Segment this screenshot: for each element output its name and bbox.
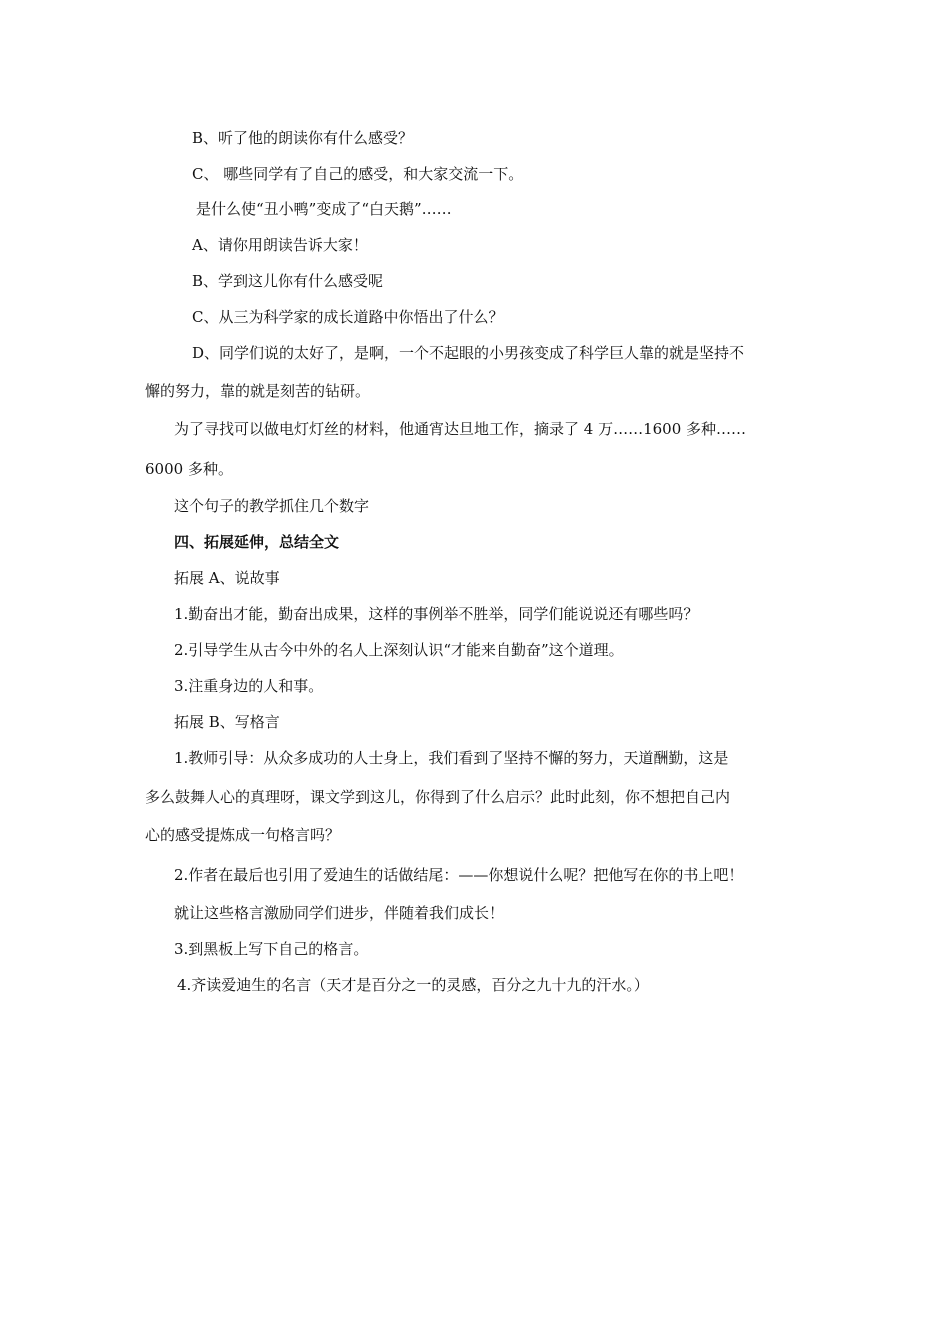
text-line: C、 哪些同学有了自己的感受，和大家交流一下。 — [192, 165, 524, 183]
text-line: 这个句子的教学抓住几个数字 — [174, 497, 370, 515]
text-line: B、听了他的朗读你有什么感受？ — [192, 129, 414, 147]
text-line: 为了寻找可以做电灯灯丝的材料，他通宵达旦地工作，摘录了 4 万……1600 多种…… — [174, 420, 747, 438]
text-line: C、从三为科学家的成长道路中你悟出了什么？ — [192, 308, 504, 326]
text-line: 拓展 A、说故事 — [174, 569, 280, 587]
text-line: 1.教师引导：从众多成功的人士身上，我们看到了坚持不懈的努力，天道酬勤，这是 — [174, 749, 729, 767]
text-line: 就让这些格言激励同学们进步，伴随着我们成长！ — [174, 904, 505, 922]
text-line: D、同学们说的太好了，是啊，一个不起眼的小男孩变成了科学巨人靠的就是坚持不 — [192, 344, 745, 362]
text-line: 3.到黑板上写下自己的格言。 — [174, 940, 369, 958]
text-line: 6000 多种。 — [145, 460, 233, 478]
text-line: 懈的努力，靠的就是刻苦的钻研。 — [145, 382, 371, 400]
text-line: 1.勤奋出才能，勤奋出成果，这样的事例举不胜举，同学们能说说还有哪些吗？ — [174, 605, 699, 623]
text-line: 多么鼓舞人心的真理呀，课文学到这儿，你得到了什么启示？此时此刻，你不想把自己内 — [145, 788, 731, 806]
text-line: 拓展 B、写格言 — [174, 713, 280, 731]
section-heading: 四、拓展延伸，总结全文 — [174, 533, 340, 551]
text-line: A、请你用朗读告诉大家！ — [192, 236, 368, 254]
text-line: 2.引导学生从古今中外的名人上深刻认识“才能来自勤奋”这个道理。 — [174, 641, 624, 659]
text-line: 2.作者在最后也引用了爱迪生的话做结尾：——你想说什么呢？把他写在你的书上吧！ — [174, 866, 744, 884]
text-line: 3.注重身边的人和事。 — [174, 677, 324, 695]
text-line: 心的感受提炼成一句格言吗？ — [145, 826, 341, 844]
text-line: 4.齐读爱迪生的名言（天才是百分之一的灵感，百分之九十九的汗水。） — [177, 976, 649, 994]
text-line: 是什么使“丑小鸭”变成了“白天鹅”…… — [196, 200, 452, 218]
text-line: B、学到这儿你有什么感受呢 — [192, 272, 384, 290]
